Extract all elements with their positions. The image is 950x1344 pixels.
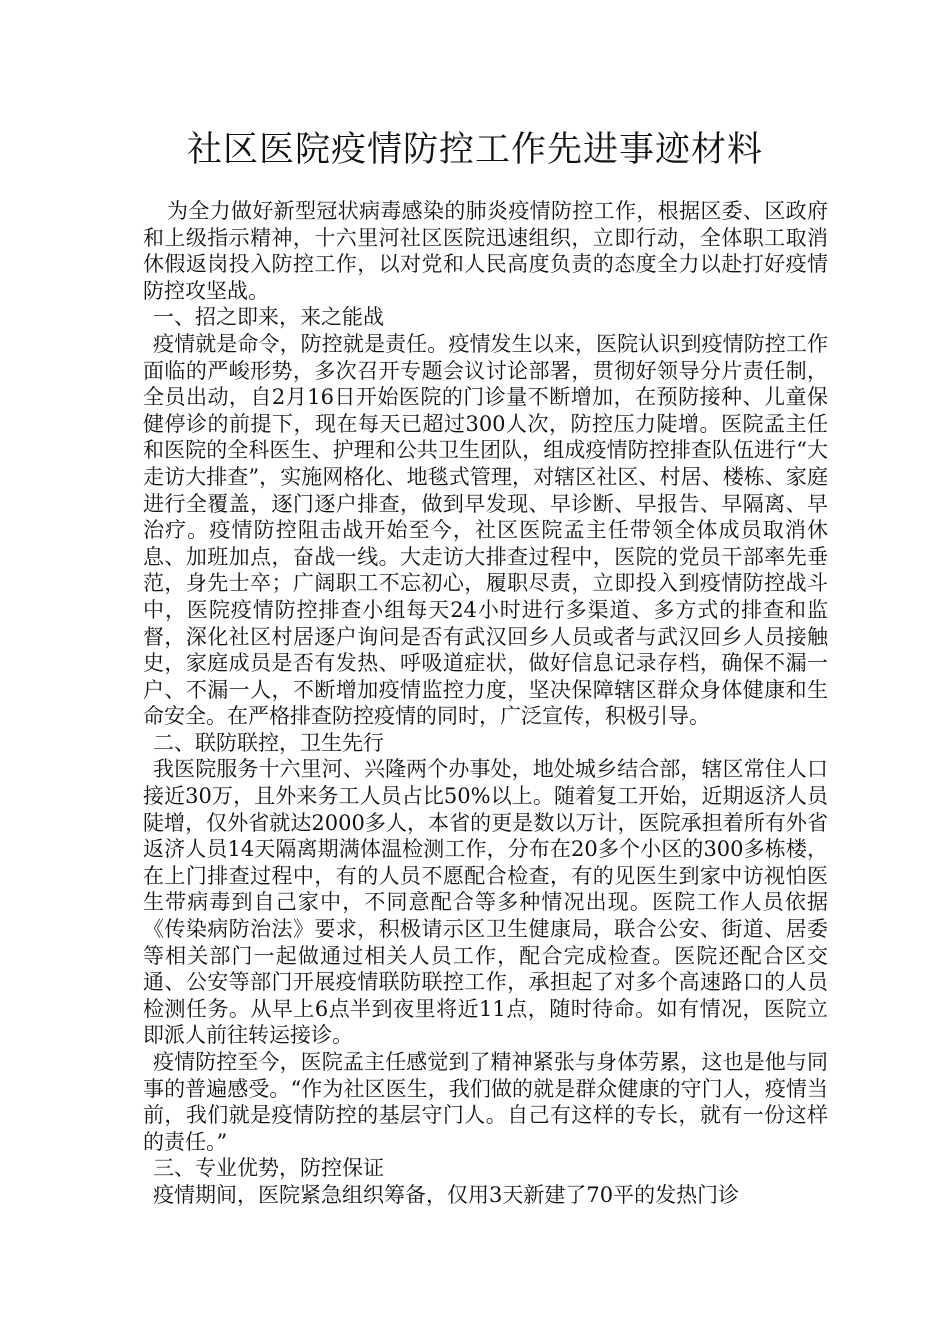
body-paragraph: 疫情期间，医院紧急组织筹备，仅用3天新建了70平的发热门诊 xyxy=(153,1182,740,1207)
body-paragraph: 疫情就是命令，防控就是责任。疫情发生以来，医院认识到疫情防控工作面临的严峻形势，多次召开专题会议讨论部署，贯彻好领导分片责任制，全员出动，自2月16日开始医院的门诊量不断增加，在预防接种、儿童保健停诊的前提下，现在每天已超过300人次，防控压力陡增。医院孟主任和医院的全科医生、护理和公共卫生团队，组成疫情防控排查队伍进行“大走访大排查”，实施网格化、地毯式管理，对辖区社区、村居、楼栋、家庭进行全覆盖，逐门逐户排查，做到早发现、早诊断、早报告、早隔离、早治疗。疫情防控阻击战开始至今，社区医院孟主任带领全体成员取消休息、加班加点，奋战一线。大走访大排查过程中，医院的党员干部率先垂范，身先士卒；广阔职工不忘初心，履职尽责，立即投入到疫情防控战斗中，医院疫情防控排查小组每天24小时进行多渠道、多方式的排查和监督，深化社区村居逐户询问是否有武汉回乡人员或者与武汉回乡人员接触史，家庭成员是否有发热、呼吸道症状，做好信息记录存档，确保不漏一户、不漏一人，不断增加疫情监控力度，坚决保障辖区群众身体健康和生命安全。在严格排查防控疫情的同时，广泛宣传，积极引导。 xyxy=(143,331,828,729)
section-heading-2: 二、联防联控，卫生先行 xyxy=(153,730,384,755)
section-heading-1: 一、招之即来，来之能战 xyxy=(153,305,384,330)
document-title: 社区医院疫情防控工作先进事迹材料 xyxy=(186,130,763,170)
document-body xyxy=(143,198,828,1209)
intro-paragraph: 为全力做好新型冠状病毒感染的肺炎疫情防控工作，根据区委、区政府和上级指示精神，十六里河社区医院迅速组织，立即行动，全体职工取消休假返岗投入防控工作，以对党和人民高度负责的态度全力以赴打好疫情防控攻坚战。 xyxy=(143,199,828,303)
body-paragraph: 疫情防控至今，医院孟主任感觉到了精神紧张与身体劳累，这也是他与同事的普遍感受。“作为社区医生，我们做的就是群众健康的守门人，疫情当前，我们就是疫情防控的基层守门人。自己有这样的专长，就有一份这样的责任。” xyxy=(143,1050,828,1154)
section-heading-3: 三、专业优势，防控保证 xyxy=(153,1156,384,1181)
body-paragraph: 我医院服务十六里河、兴隆两个办事处，地处城乡结合部，辖区常住人口接近30万，且外来务工人员占比50%以上。随着复工开始，近期返济人员陡增，仅外省就达2000多人，本省的更是数以万计，医院承担着所有外省返济人员14天隔离期满体温检测工作，分布在20多个小区的300多栋楼，在上门排查过程中，有的人员不愿配合检查，有的见医生到家中访视怕医生带病毒到自己家中，不同意配合等多种情况出现。医院工作人员依据《传染病防治法》要求，积极请示区卫生健康局，联合公安、街道、居委等相关部门一起做通过相关人员工作，配合完成检查。医院还配合区交通、公安等部门开展疫情联防联控工作，承担起了对多个高速路口的人员检测任务。从早上6点半到夜里将近11点，随时待命。如有情况，医院立即派人前往转运接诊。 xyxy=(143,757,828,1048)
